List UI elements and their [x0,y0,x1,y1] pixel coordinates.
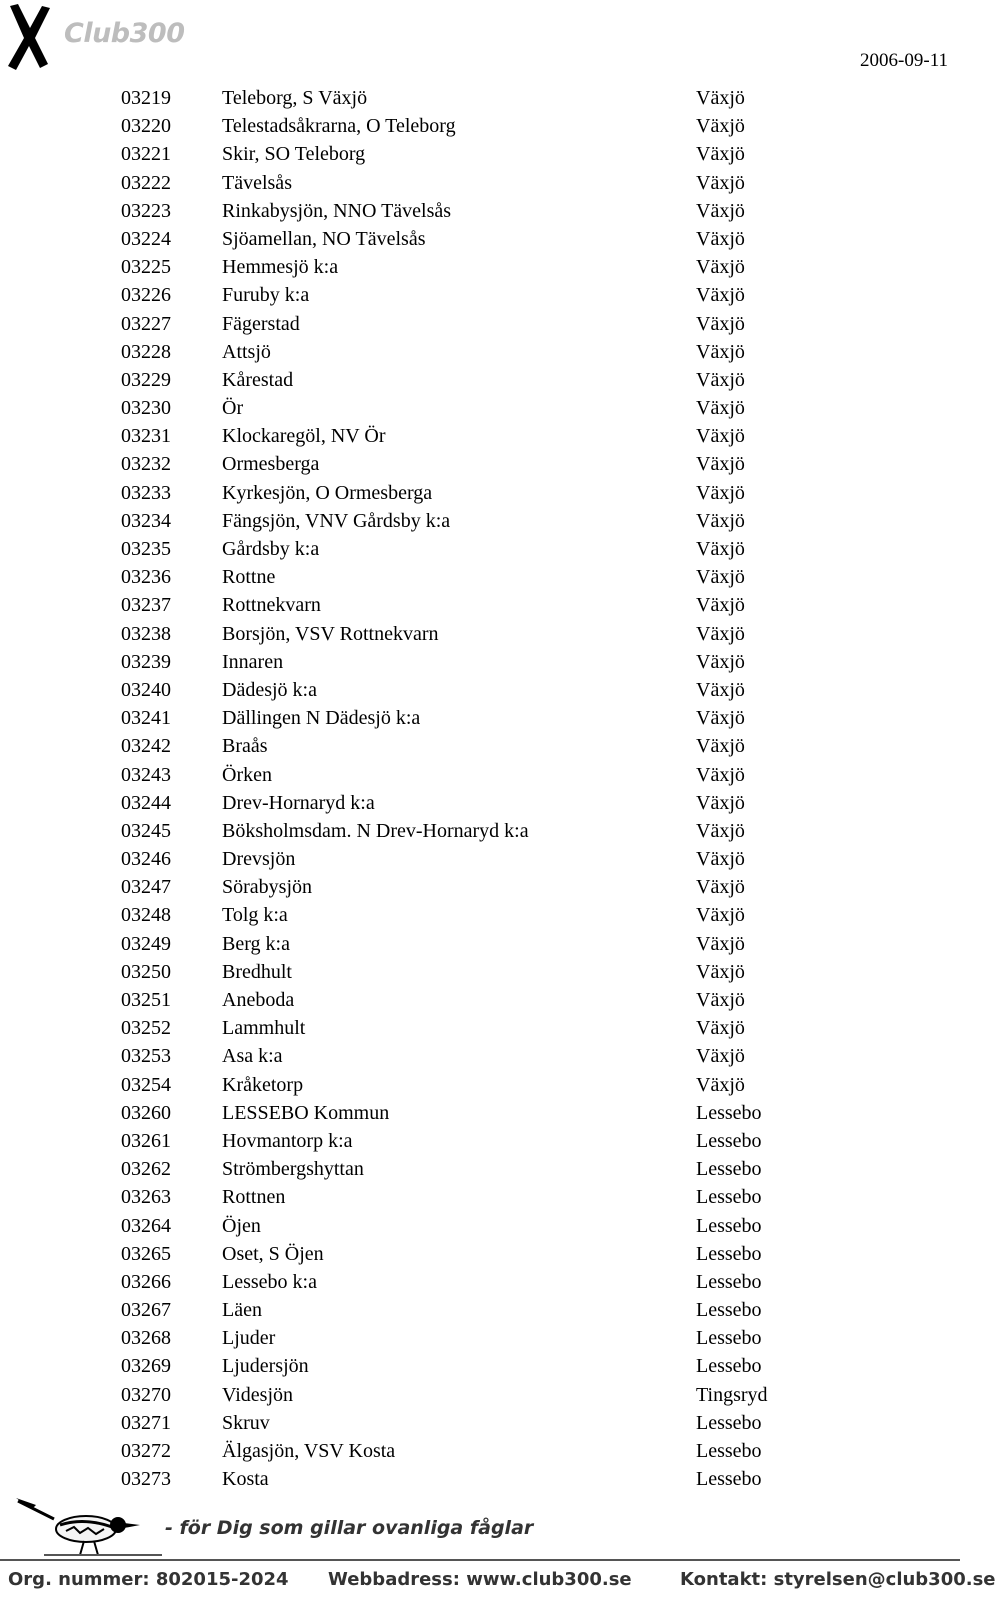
municipality: Växjö [696,115,745,138]
table-row [0,676,960,704]
table-row [0,1212,960,1240]
site-name: Attsjö [222,340,271,363]
site-code: 03264 [121,1214,171,1237]
municipality: Lessebo [696,1270,762,1293]
site-code: 03223 [121,199,171,222]
site-code: 03241 [121,707,171,730]
site-name: Innaren [222,650,284,673]
site-name: Rottnen [222,1186,286,1209]
table-row [0,845,960,873]
table-row [0,112,960,140]
table-row [0,873,960,901]
table-row [0,1409,960,1437]
site-code: 03272 [121,1440,171,1462]
site-name: Tävelsås [222,171,292,194]
site-name: Rottne [222,566,276,589]
municipality: Växjö [696,340,745,363]
table-row [0,84,960,112]
site-code: 03248 [121,904,171,927]
table-row [0,901,960,929]
site-name: Fägerstad [222,312,300,335]
site-code: 03220 [121,115,171,138]
table-row [0,761,960,789]
site-code: 03269 [121,1355,171,1378]
table-row [0,732,960,760]
site-name: Drev-Hornaryd k:a [222,791,375,814]
municipality: Växjö [696,87,745,109]
municipality: Lessebo [696,1186,762,1209]
municipality: Växjö [696,791,745,814]
municipality: Lessebo [696,1440,762,1462]
site-name: Skir, SO Teleborg [222,143,366,166]
site-name: Tolg k:a [222,904,288,927]
site-code: 03254 [121,1073,171,1096]
site-name: Örken [222,763,272,786]
table-row [0,535,960,563]
site-code: 03268 [121,1327,171,1350]
municipality: Växjö [696,904,745,927]
table-row [0,281,960,309]
table-row [0,930,960,958]
municipality: Växjö [696,481,745,504]
table-row [0,140,960,168]
site-name: Hemmesjö k:a [222,256,339,279]
table-row [0,817,960,845]
table-row [0,310,960,338]
municipality: Lessebo [696,1468,762,1491]
table-row [0,563,960,591]
municipality: Växjö [696,453,745,476]
page-header [0,0,960,80]
site-code: 03229 [121,368,171,391]
site-code: 03247 [121,876,171,899]
municipality: Växjö [696,368,745,391]
footer-tagline: - för Dig som gillar ovanliga fåglar [165,1517,534,1539]
municipality: Växjö [696,1045,745,1068]
table-row [0,1324,960,1352]
table-row [0,1268,960,1296]
municipality: Växjö [696,678,745,701]
municipality: Växjö [696,227,745,250]
table-row [0,1155,960,1183]
site-code: 03236 [121,566,171,589]
table-row [0,169,960,197]
site-name: Kyrkesjön, O Ormesberga [222,481,433,504]
municipality: Växjö [696,312,745,335]
site-name: Hovmantorp k:a [222,1129,353,1152]
site-code: 03262 [121,1158,171,1181]
site-code: 03234 [121,509,171,532]
municipality: Växjö [696,397,745,420]
site-name: Borsjön, VSV Rottnekvarn [222,622,439,645]
site-name: Lessebo k:a [222,1270,317,1293]
table-row [0,1465,960,1493]
municipality: Växjö [696,622,745,645]
site-name: Berg k:a [222,932,290,955]
site-name: Teleborg, S Växjö [222,87,368,109]
municipality: Växjö [696,171,745,194]
site-name: Ör [222,397,244,420]
site-list [0,84,960,1493]
table-row [0,648,960,676]
site-code: 03260 [121,1101,171,1124]
site-code: 03226 [121,284,171,307]
municipality: Växjö [696,707,745,730]
site-name: Rottnekvarn [222,594,321,617]
site-name: Rinkabysjön, NNO Tävelsås [222,199,452,222]
site-name: Öjen [222,1214,261,1237]
site-name: Aneboda [222,989,295,1011]
site-name: Kosta [222,1468,269,1491]
site-name: Fängsjön, VNV Gårdsby k:a [222,509,451,532]
site-code: 03246 [121,848,171,871]
table-row [0,789,960,817]
site-code: 03232 [121,453,171,476]
site-name: Ormesberga [222,453,320,476]
site-code: 03263 [121,1186,171,1209]
municipality: Växjö [696,199,745,222]
table-row [0,479,960,507]
contact-email-link[interactable]: Kontakt: styrelsen@club300.se [680,1569,996,1590]
table-row [0,197,960,225]
site-name: Skruv [222,1411,270,1434]
site-name: Sörabysjön [222,876,312,899]
site-code: 03251 [121,989,171,1011]
table-row [0,1099,960,1127]
table-row [0,394,960,422]
site-code: 03244 [121,791,171,814]
table-row [0,366,960,394]
municipality: Lessebo [696,1214,762,1237]
site-code: 03271 [121,1411,171,1434]
table-row [0,958,960,986]
municipality: Växjö [696,763,745,786]
municipality: Växjö [696,960,745,983]
site-code: 03219 [121,87,171,109]
site-code: 03266 [121,1270,171,1293]
site-name: LESSEBO Kommun [222,1101,390,1124]
site-code: 03270 [121,1383,171,1406]
site-code: 03224 [121,227,171,250]
table-row [0,507,960,535]
site-name: Gårdsby k:a [222,538,320,560]
document-date: 2006-09-11 [860,50,948,71]
site-code: 03233 [121,481,171,504]
site-code: 03231 [121,425,171,448]
site-name: Telestadsåkrarna, O Teleborg [222,115,456,138]
site-code: 03245 [121,819,171,842]
site-name: Asa k:a [222,1045,283,1068]
logo-text: Club300 [64,18,185,49]
site-code: 03243 [121,763,171,786]
municipality: Växjö [696,932,745,955]
municipality: Växjö [696,594,745,617]
site-code: 03267 [121,1299,171,1322]
municipality: Växjö [696,819,745,842]
municipality: Växjö [696,848,745,871]
site-code: 03239 [121,650,171,673]
municipality: Växjö [696,1073,745,1096]
site-name: Ljudersjön [222,1355,309,1378]
site-code: 03265 [121,1242,171,1265]
table-row [0,1352,960,1380]
table-row [0,1071,960,1099]
table-row [0,450,960,478]
site-name: Sjöamellan, NO Tävelsås [222,227,426,250]
org-number: Org. nummer: 802015-2024 [8,1569,289,1590]
municipality: Lessebo [696,1158,762,1181]
site-code: 03242 [121,735,171,758]
site-code: 03228 [121,340,171,363]
municipality: Lessebo [696,1299,762,1322]
site-code: 03240 [121,678,171,701]
municipality: Växjö [696,425,745,448]
site-code: 03227 [121,312,171,335]
municipality: Växjö [696,284,745,307]
municipality: Tingsryd [696,1383,768,1406]
municipality: Växjö [696,989,745,1011]
site-name: Videsjön [222,1383,294,1406]
municipality: Växjö [696,1017,745,1040]
footer-divider [0,1559,960,1561]
table-row [0,1381,960,1409]
site-name: Strömbergshyttan [222,1158,364,1181]
municipality: Växjö [696,735,745,758]
municipality: Växjö [696,650,745,673]
municipality: Lessebo [696,1129,762,1152]
site-code: 03230 [121,397,171,420]
site-name: Drevsjön [222,848,296,871]
table-row [0,225,960,253]
site-code: 03225 [121,256,171,279]
table-row [0,591,960,619]
site-name: Kråketorp [222,1073,304,1096]
site-name: Bredhult [222,960,292,983]
table-row [0,1042,960,1070]
x-logo-icon [4,2,56,72]
web-address-link[interactable]: Webbadress: www.club300.se [328,1569,632,1590]
site-code: 03237 [121,594,171,617]
site-name: Älgasjön, VSV Kosta [222,1440,396,1462]
table-row [0,620,960,648]
municipality: Lessebo [696,1327,762,1350]
site-code: 03221 [121,143,171,166]
site-name: Böksholmsdam. N Drev-Hornaryd k:a [222,819,529,842]
site-name: Dädesjö k:a [222,678,317,701]
site-name: Dällingen N Dädesjö k:a [222,707,421,730]
site-code: 03238 [121,622,171,645]
site-name: Klockaregöl, NV Ör [222,425,386,448]
table-row [0,1183,960,1211]
bird-icon [14,1495,164,1557]
site-name: Ljuder [222,1327,276,1350]
table-row [0,1240,960,1268]
municipality: Lessebo [696,1411,762,1434]
site-code: 03249 [121,932,171,955]
table-row [0,1014,960,1042]
table-row [0,704,960,732]
municipality: Växjö [696,566,745,589]
municipality: Växjö [696,538,745,560]
site-name: Lammhult [222,1017,306,1040]
site-name: Läen [222,1299,262,1322]
table-row [0,986,960,1014]
site-code: 03252 [121,1017,171,1040]
site-code: 03222 [121,171,171,194]
table-row [0,1296,960,1324]
table-row [0,1127,960,1155]
municipality: Växjö [696,509,745,532]
site-code: 03250 [121,960,171,983]
table-row [0,422,960,450]
municipality: Lessebo [696,1355,762,1378]
site-name: Furuby k:a [222,284,310,307]
site-name: Oset, S Öjen [222,1242,324,1265]
site-code: 03235 [121,538,171,560]
municipality: Växjö [696,256,745,279]
municipality: Lessebo [696,1242,762,1265]
site-code: 03253 [121,1045,171,1068]
municipality: Lessebo [696,1101,762,1124]
table-row [0,253,960,281]
site-name: Kårestad [222,368,294,391]
site-code: 03273 [121,1468,171,1491]
page-footer [0,1495,996,1597]
table-row [0,1437,960,1465]
table-row [0,338,960,366]
municipality: Växjö [696,143,745,166]
site-code: 03261 [121,1129,171,1152]
site-name: Braås [222,735,268,758]
municipality: Växjö [696,876,745,899]
